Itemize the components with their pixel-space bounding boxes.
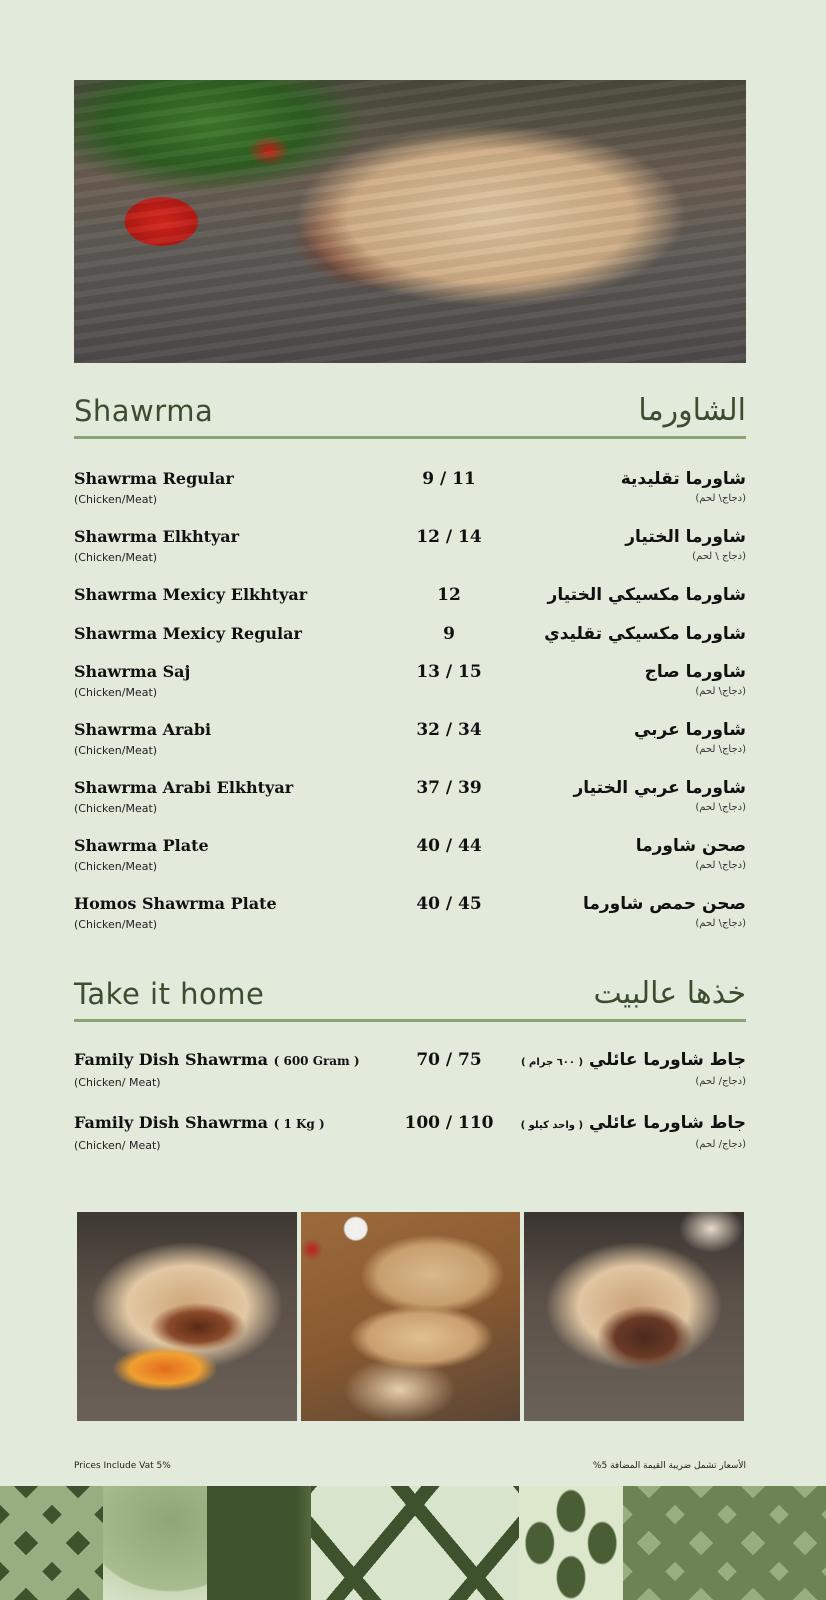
item-variant: (Chicken/Meat) <box>74 918 158 931</box>
item-size: ( 600 Gram ) <box>273 1054 360 1068</box>
item-size-ar: ( واحد كيلو ) <box>520 1120 584 1131</box>
lattice-tile <box>311 1486 519 1600</box>
item-name-ar: شاورما مكسيكي الختيار <box>547 585 746 605</box>
item-size-ar: ( ٦٠٠ جرام ) <box>520 1057 584 1068</box>
item-variant: (Chicken/Meat) <box>74 493 158 506</box>
item-name <box>74 1050 360 1069</box>
item-name-text: Family Dish Shawrma <box>74 1113 269 1132</box>
item-name-ar: شاورما مكسيكي تقليدي <box>544 624 746 644</box>
item-price: 9 <box>443 624 455 644</box>
item-name-ar: صحن شاورما <box>635 836 746 856</box>
item-price: 9 / 11 <box>422 469 476 489</box>
photo-gallery <box>77 1212 744 1421</box>
item-name: Shawrma Arabi Elkhtyar <box>74 778 294 797</box>
item-name-ar: شاورما الختيار <box>625 527 746 547</box>
gallery-photo <box>77 1212 297 1421</box>
item-variant-ar: (دجاج\ لحم) <box>695 686 746 697</box>
menu-item <box>74 720 746 770</box>
item-variant-ar: (دجاج\ لحم) <box>695 744 746 755</box>
item-name <box>74 1113 325 1132</box>
item-name: Shawrma Elkhtyar <box>74 527 240 546</box>
item-price: 40 / 45 <box>416 894 482 914</box>
section-title-ar: خذها عالبيت <box>593 976 746 1011</box>
harlequin-tile <box>0 1486 103 1600</box>
item-price: 32 / 34 <box>416 720 482 740</box>
menu-item <box>74 662 746 712</box>
dots-tile <box>519 1486 623 1600</box>
section-header-take-home <box>74 976 746 1022</box>
item-name-ar: شاورما تقليدية <box>620 469 746 489</box>
item-variant-ar: (دجاج\ لحم) <box>695 493 746 504</box>
menu-item <box>74 527 746 577</box>
item-name: Shawrma Mexicy Elkhtyar <box>74 585 308 604</box>
item-price: 70 / 75 <box>416 1050 482 1070</box>
item-price: 100 / 110 <box>404 1113 494 1133</box>
decorative-tile-border <box>0 1486 826 1600</box>
item-price: 37 / 39 <box>416 778 482 798</box>
item-variant-ar: (دجاج/ لحم) <box>695 1139 746 1150</box>
section-title-ar: الشاورما <box>638 393 746 428</box>
section-header-shawrma <box>74 393 746 439</box>
item-name: Homos Shawrma Plate <box>74 894 277 913</box>
menu-item <box>74 778 746 828</box>
section-title-en: Take it home <box>74 977 265 1011</box>
item-variant: (Chicken/Meat) <box>74 686 158 699</box>
vat-note-en: Prices Include Vat 5% <box>74 1461 171 1471</box>
item-variant: (Chicken/Meat) <box>74 551 158 564</box>
item-name: Shawrma Regular <box>74 469 234 488</box>
item-size: ( 1 Kg ) <box>273 1117 325 1131</box>
item-name-ar: صحن حمص شاورما <box>582 894 746 914</box>
item-variant-ar: (دجاج \ لحم) <box>692 551 746 562</box>
item-variant: (Chicken/ Meat) <box>74 1139 161 1152</box>
item-name: Shawrma Arabi <box>74 720 212 739</box>
menu-item <box>74 1113 746 1163</box>
item-name-ar <box>521 1050 746 1070</box>
item-variant-ar: (دجاج/ لحم) <box>695 1076 746 1087</box>
item-variant: (Chicken/Meat) <box>74 802 158 815</box>
item-variant: (Chicken/Meat) <box>74 860 158 873</box>
item-name-ar: شاورما عربي الختيار <box>573 778 746 798</box>
item-name-ar <box>521 1113 746 1133</box>
item-name: Shawrma Plate <box>74 836 209 855</box>
menu-item <box>74 836 746 886</box>
item-name-ar-text: جاط شاورما عائلي <box>588 1050 746 1070</box>
item-price: 13 / 15 <box>416 662 482 682</box>
menu-item <box>74 1050 746 1100</box>
item-price: 12 <box>437 585 461 605</box>
harlequin-tile <box>623 1486 826 1600</box>
item-name-text: Family Dish Shawrma <box>74 1050 269 1069</box>
hero-shawarma-photo <box>74 80 746 363</box>
vat-note-ar: الأسعار تشمل ضريبة القيمة المضافة 5% <box>592 1461 746 1471</box>
solid-tile <box>207 1486 311 1600</box>
item-name: Shawrma Saj <box>74 662 191 681</box>
item-variant: (Chicken/ Meat) <box>74 1076 161 1089</box>
arch-tile <box>103 1486 207 1600</box>
item-variant-ar: (دجاج\ لحم) <box>695 860 746 871</box>
item-variant-ar: (دجاج\ لحم) <box>695 802 746 813</box>
menu-item <box>74 469 746 519</box>
item-name-ar: شاورما عربي <box>633 720 746 740</box>
item-name-ar: شاورما صاج <box>644 662 746 682</box>
item-price: 40 / 44 <box>416 836 482 856</box>
item-price: 12 / 14 <box>416 527 482 547</box>
item-variant-ar: (دجاج\ لحم) <box>695 918 746 929</box>
section-title-en: Shawrma <box>74 394 214 428</box>
item-variant: (Chicken/Meat) <box>74 744 158 757</box>
gallery-photo <box>524 1212 744 1421</box>
gallery-photo <box>301 1212 521 1421</box>
item-name: Shawrma Mexicy Regular <box>74 624 302 643</box>
menu-item <box>74 894 746 944</box>
item-name-ar-text: جاط شاورما عائلي <box>588 1113 746 1133</box>
